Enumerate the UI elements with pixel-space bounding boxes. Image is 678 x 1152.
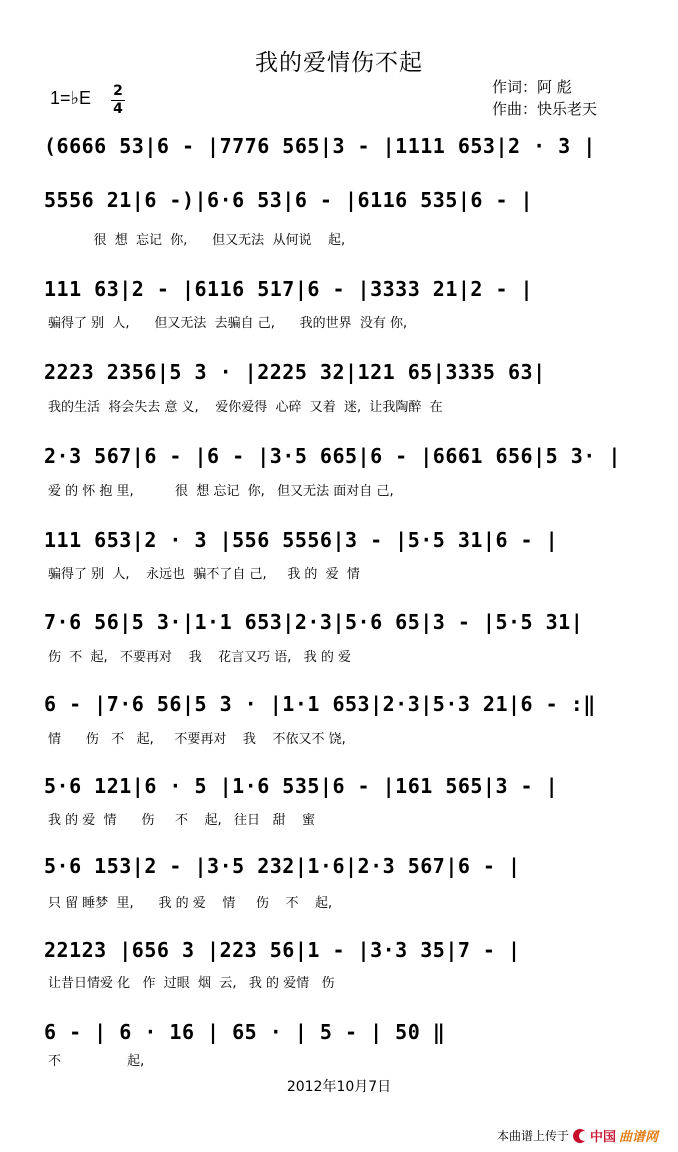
composer-credit: 作曲：快乐老天	[492, 100, 598, 118]
page-title: 我的爱情伤不起	[255, 50, 423, 76]
notation-row-6: 111 653|2 · 3 |556 5556|3 - |5·5 31|6 - |	[44, 528, 559, 552]
notation-row-8: 6 - |7·6 56|5 3 · |1·1 653|2·3|5·3 21|6 - :‖	[44, 692, 596, 716]
lyric-row-10: 只 留 睡梦 里, 我 的 爱 情 伤 不 起,	[48, 896, 333, 911]
lyric-row-8: 情 伤 不 起, 不要再对 我 不依又不 饶,	[48, 732, 346, 747]
notation-row-1: (6666 53|6 - |7776 565|3 - |1111 653|2 · 3 |	[44, 134, 596, 158]
lyric-row-6: 骗得了 别 人, 永远也 骗不了自 己, 我 的 爱 情	[48, 567, 360, 582]
lyric-row-4: 我的生活 将会失去 意 义, 爱你爱得 心碎 又着 迷, 让我陶醉 在	[48, 400, 443, 415]
lyric-row-7: 伤 不 起, 不要再对 我 花言又巧 语, 我 的 爱	[48, 650, 352, 665]
notation-row-3: 111 63|2 - |6116 517|6 - |3333 21|2 - |	[44, 277, 534, 301]
notation-row-9: 5·6 121|6 · 5 |1·6 535|6 - |161 565|3 - |	[44, 774, 559, 798]
logo-mark-icon	[573, 1129, 587, 1143]
upload-text: 本曲谱上传于	[496, 1129, 569, 1143]
site-name-part-1: 中国	[589, 1130, 616, 1145]
notation-row-7: 7·6 56|5 3·|1·1 653|2·3|5·6 65|3 - |5·5 31|	[44, 610, 584, 634]
notation-row-2: 5556 21|6 -)|6·6 53|6 - |6116 535|6 - |	[44, 188, 534, 212]
notation-row-12: 6 - | 6 · 16 | 65 · | 5 - | 50 ‖	[44, 1020, 446, 1044]
date-line: 2012年10月7日	[286, 1079, 392, 1095]
lyric-row-3: 骗得了 别 人, 但又无法 去骗自 己, 我的世界 没有 你,	[48, 316, 408, 331]
notation-row-11: 22123 |656 3 |223 56|1 - |3·3 35|7 - |	[44, 938, 521, 962]
footer	[497, 1126, 658, 1145]
notation-row-10: 5·6 153|2 - |3·5 232|1·6|2·3 567|6 - |	[44, 854, 521, 878]
time-signature-bottom: 4	[113, 101, 123, 117]
lyric-row-9: 我 的 爱 情 伤 不 起, 往日 甜 蜜	[48, 813, 315, 828]
lyric-row-11: 让昔日情爱 化 作 过眼 烟 云, 我 的 爱情 伤	[48, 976, 335, 991]
lyric-row-2: 很 想 忘记 你, 但又无法 从何说 起,	[48, 233, 346, 248]
lyric-row-12: 不 起,	[48, 1054, 145, 1069]
lyricist-credit: 作词：阿 彪	[492, 78, 572, 96]
time-signature-top: 2	[113, 83, 123, 99]
site-name-part-2: 曲谱网	[618, 1130, 658, 1145]
site-logo[interactable]	[573, 1126, 658, 1145]
time-signature	[111, 84, 125, 117]
notation-row-5: 2·3 567|6 - |6 - |3·5 665|6 - |6661 656|5 3· |	[44, 444, 621, 468]
key-signature: 1=♭E	[50, 88, 92, 108]
lyric-row-5: 爱 的 怀 抱 里, 很 想 忘记 你, 但又无法 面对自 己,	[48, 484, 394, 499]
notation-row-4: 2223 2356|5 3 · |2225 32|121 65|3335 63|	[44, 360, 546, 384]
